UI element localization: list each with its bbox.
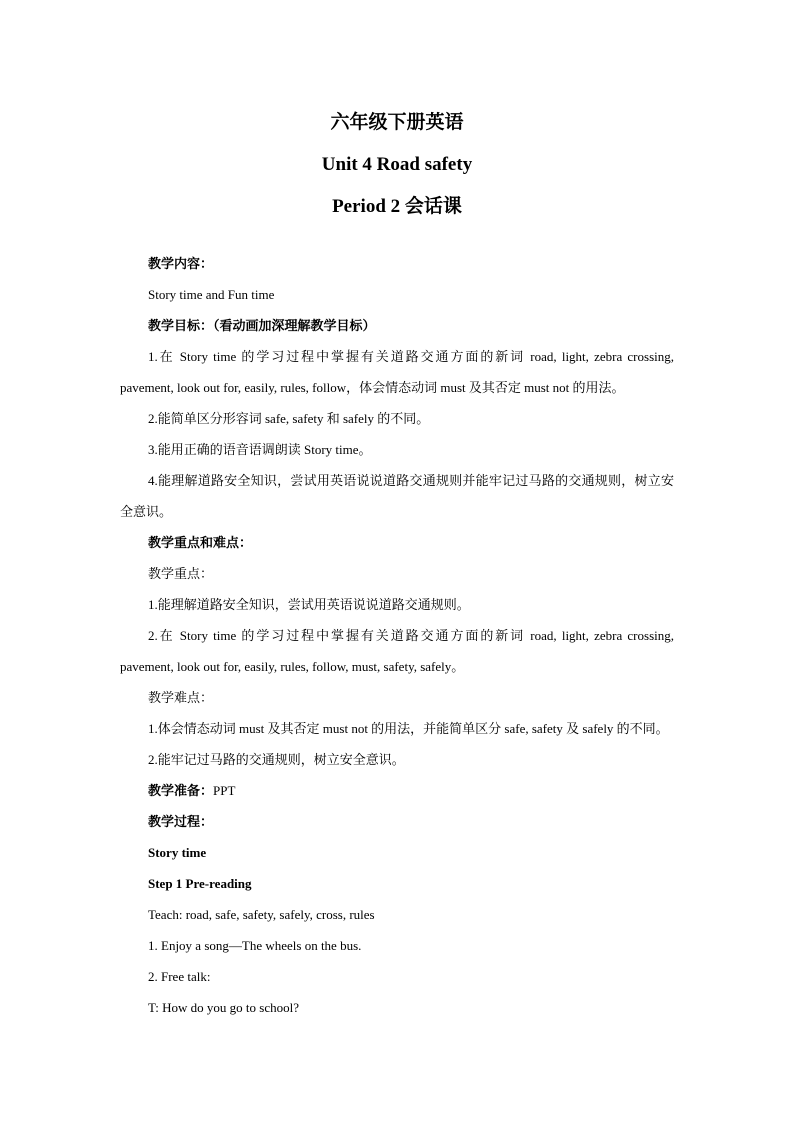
key-points-heading: 教学重点： [148,566,214,581]
process-heading: 教学过程： [148,814,214,829]
key-point-2: 2.在 Story time 的学习过程中掌握有关道路交通方面的新词 road, light, zebra crossing, pavement, look out for, easily, rules, follow, must, safety, safely。 [120,628,674,674]
story-time-heading: Story time [148,845,207,860]
key-point-1: 1.能理解道路安全知识，尝试用英语说说道路交通规则。 [148,597,470,612]
grade-title: 六年级下册英语 [330,112,464,133]
document-body [120,248,674,1023]
objective-3: 3.能用正确的语音语调朗读 Story time。 [148,442,372,457]
difficult-point-1: 1.体会情态动词 must 及其否定 must not 的用法，并能简单区分 safe, safety 及 safely 的不同。 [148,721,669,736]
step1-heading: Step 1 Pre-reading [148,876,252,891]
teaching-content-heading: 教学内容： [148,256,214,271]
unit-title: Unit 4 Road safety [321,154,473,175]
difficult-points-heading: 教学难点： [148,690,214,705]
preparation-label: 教学准备： [148,783,214,798]
teaching-content-text: Story time and Fun time [148,287,275,302]
key-difficult-heading: 教学重点和难点： [148,535,253,550]
step1-item-1: 1. Enjoy a song—The wheels on the bus. [148,938,362,953]
objective-2: 2.能简单区分形容词 safe, safety 和 safely 的不同。 [148,411,430,426]
objective-1: 1.在 Story time 的学习过程中掌握有关道路交通方面的新词 road, light, zebra crossing, pavement, look out for, easily, rules, follow，体会情态动词 must 及其否定 must not 的用法。 [120,349,674,395]
difficult-point-2: 2.能牢记过马路的交通规则，树立安全意识。 [148,752,405,767]
preparation-line [120,775,674,806]
step1-item-2: 2. Free talk: [148,969,211,984]
objective-4: 4.能理解道路安全知识，尝试用英语说说道路交通规则并能牢记过马路的交通规则，树立安全意识。 [120,473,674,519]
teach-line: Teach: road, safe, safety, safely, cross, rules [148,907,375,922]
objectives-heading: 教学目标：（看动画加深理解教学目标） [148,318,376,333]
period-title: Period 2 会话课 [332,196,462,217]
preparation-value: PPT [213,783,236,798]
dialogue-line-1: T: How do you go to school? [148,1000,300,1015]
